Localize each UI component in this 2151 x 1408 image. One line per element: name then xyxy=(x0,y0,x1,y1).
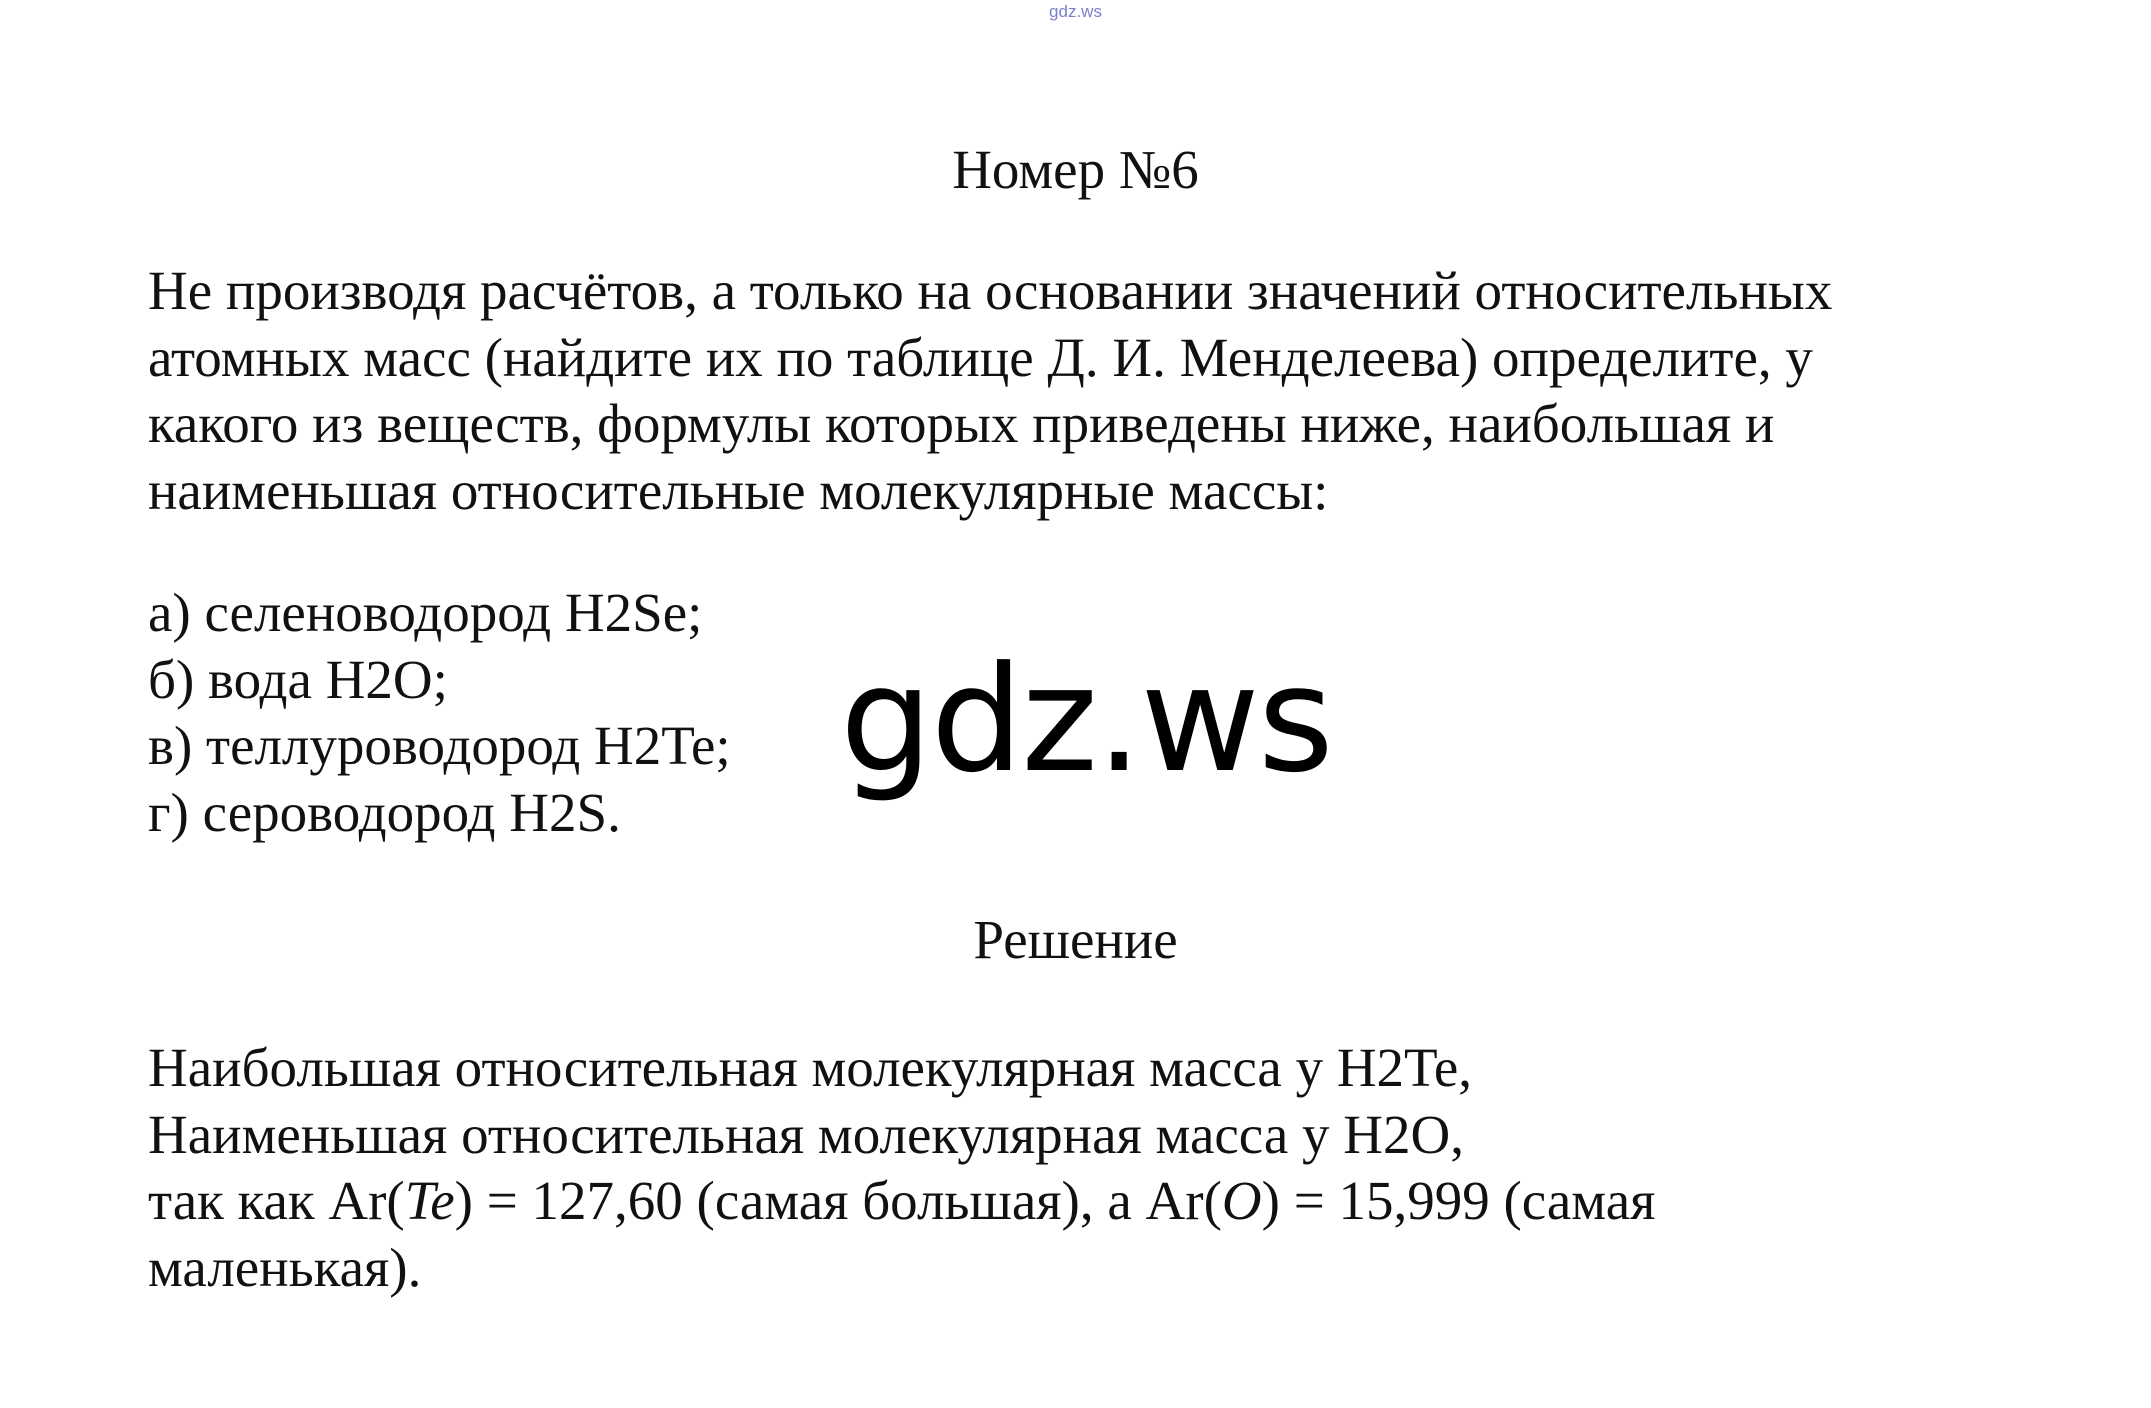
watermark: gdz.ws xyxy=(840,635,1332,805)
site-mark: gdz.ws xyxy=(1049,2,1102,21)
option-item: в) теллуроводород H2Te; xyxy=(148,715,731,776)
problem-line: наименьшая относительные молекулярные массы: xyxy=(148,459,1329,521)
problem-line: атомных масс (найдите их по таблице Д. И. Менделеева) определите, у xyxy=(148,326,1813,388)
option-item: г) сероводород H2S. xyxy=(148,781,621,843)
answer-text xyxy=(148,1035,2048,1301)
option-item: б) вода H2O; xyxy=(148,648,448,710)
answer-line: Наименьшая относительная молекулярная масса у H2O, xyxy=(148,1103,1464,1165)
element-symbol-te: Te xyxy=(404,1170,455,1231)
answer-line: Наибольшая относительная молекулярная масса у H2Te, xyxy=(148,1037,1472,1098)
answer-text-part: ) = 15,999 (самая xyxy=(1261,1170,1656,1231)
problem-line: Не производя расчётов, а только на основании значений относительных xyxy=(148,260,1833,321)
answer-line: маленькая). xyxy=(148,1236,422,1298)
answer-text-part: так как Ar( xyxy=(148,1170,405,1231)
problem-text xyxy=(148,258,2048,524)
element-symbol-o: O xyxy=(1221,1170,1262,1231)
answer-line xyxy=(148,1168,2048,1235)
problem-line: какого из веществ, формулы которых приведены ниже, наибольшая и xyxy=(148,393,1775,454)
option-item: а) селеноводород H2Se; xyxy=(148,582,703,643)
answer-text-part: ) = 127,60 (самая большая), а Ar( xyxy=(454,1170,1222,1231)
page-title: Номер №6 xyxy=(952,139,1199,200)
solution-heading: Решение xyxy=(973,909,1178,970)
